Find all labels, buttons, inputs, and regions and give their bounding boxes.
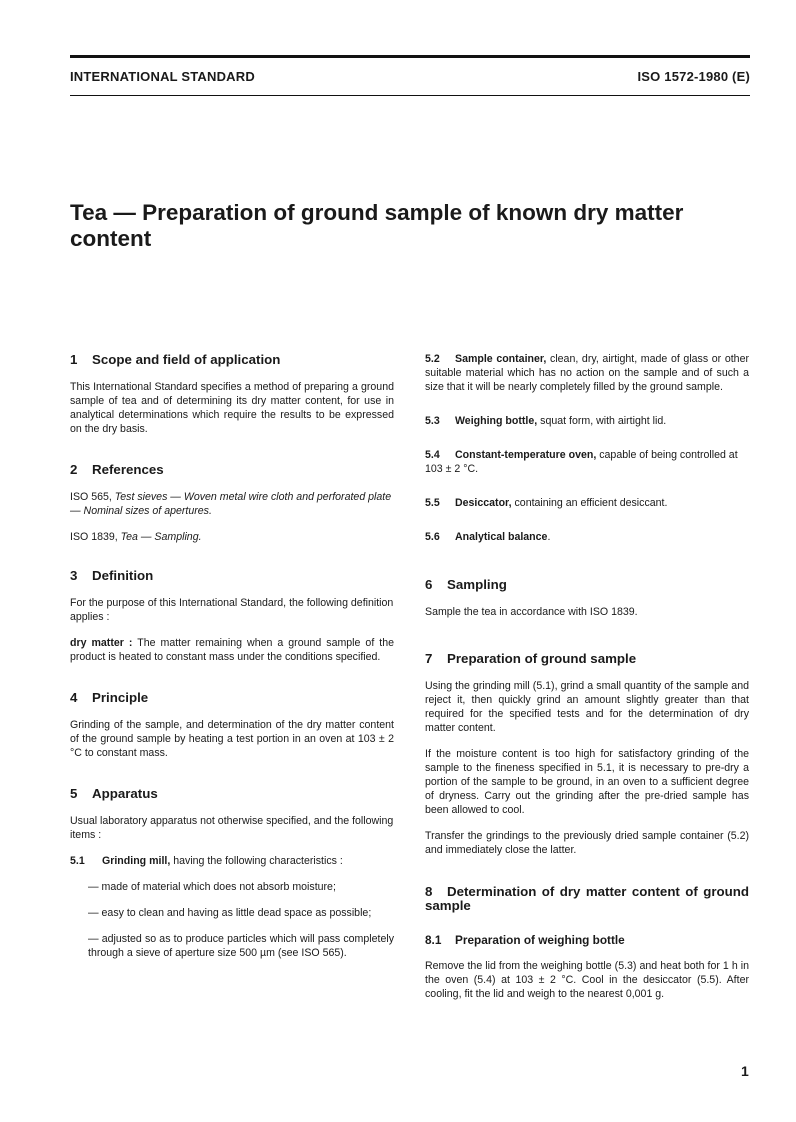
- document-title: Tea — Preparation of ground sample of known dry matter content: [70, 200, 684, 251]
- item-5-3: 5.3 Weighing bottle, squat form, with airtight lid.: [425, 415, 667, 427]
- standard-number-header: ISO 1572-1980 (E): [637, 69, 750, 84]
- section-4-body: Grinding of the sample, and determination of the dry matter content of the ground sample by heating a test portion in an oven at 103 ± 2 °C to constant mass.: [70, 719, 394, 759]
- reference-iso-565: ISO 565, Test sieves — Woven metal wire cloth and perforated plate — Nominal sizes of apertures.: [70, 491, 392, 517]
- section-8-heading: 8 Determination of dry matter content of ground sample: [425, 884, 749, 913]
- reference-iso-1839: ISO 1839, Tea — Sampling.: [70, 531, 202, 543]
- item-5-5: 5.5 Desiccator, containing an efficient desiccant.: [425, 497, 668, 509]
- section-1-heading: 1 Scope and field of application: [70, 352, 281, 367]
- top-rule: [70, 55, 750, 58]
- grinding-mill-requirement: — adjusted so as to produce particles which will pass completely through a sieve of aperture size 500 µm (see ISO 565).: [88, 933, 394, 959]
- section-7-paragraph-2: If the moisture content is too high for satisfactory grinding of the sample to the fineness specified in 5.1, it is necessary to pre-dry a portion of the sample to be ground, in an oven to a sufficient degree of dryness. Carry out the grinding after the pre-dried sample has been allowed to cool.: [425, 748, 749, 816]
- header-rule: [70, 95, 750, 96]
- section-8-1-heading: 8.1 Preparation of weighing bottle: [425, 933, 625, 947]
- left-column: [70, 352, 394, 960]
- document-type-header: INTERNATIONAL STANDARD: [70, 69, 255, 84]
- section-1-body: This International Standard specifies a method of preparing a ground sample of tea and of determining its dry matter content, for use in analytical determinations which require the results to be expressed on the dry basis.: [70, 381, 394, 435]
- section-8-1-body: Remove the lid from the weighing bottle (5.3) and heat both for 1 h in the oven (5.4) at 103 ± 2 °C. Cool in the desiccator (5.5). After cooling, fit the lid and weigh to the nearest 0,001 g.: [425, 960, 749, 1000]
- section-6-heading: 6 Sampling: [425, 577, 507, 592]
- section-2-heading: 2 References: [70, 462, 164, 477]
- section-3-body: For the purpose of this International Standard, the following definition applies :: [70, 597, 394, 623]
- item-5-6: 5.6 Analytical balance.: [425, 531, 551, 543]
- section-5-heading: 5 Apparatus: [70, 786, 158, 801]
- section-6-body: Sample the tea in accordance with ISO 1839.: [425, 606, 638, 618]
- item-5-4: 5.4 Constant-temperature oven, capable of being controlled at 103 ± 2 °C.: [425, 449, 738, 475]
- section-3-heading: 3 Definition: [70, 568, 154, 583]
- section-7-paragraph-3: Transfer the grindings to the previously dried sample container (5.2) and immediately close the latter.: [425, 830, 749, 856]
- section-5-body: Usual laboratory apparatus not otherwise specified, and the following items :: [70, 815, 394, 841]
- item-5-1: 5.1 Grinding mill, having the following characteristics :: [70, 855, 343, 867]
- item-5-2: 5.2 Sample container, clean, dry, airtight, made of glass or other suitable material which has no action on the sample and of such a size that it will be nearly completely filled by the ground sample.: [425, 353, 749, 393]
- right-column: [425, 352, 749, 1001]
- section-4-heading: 4 Principle: [70, 690, 149, 705]
- section-7-heading: 7 Preparation of ground sample: [425, 651, 637, 666]
- page-number: 1: [741, 1063, 749, 1079]
- section-7-paragraph-1: Using the grinding mill (5.1), grind a small quantity of the sample and reject it, then quickly grind an amount slightly greater than that required for the specified tests and for the determination of dry matter content.: [425, 680, 749, 734]
- definition-dry-matter: dry matter : The matter remaining when a ground sample of the product is heated to constant mass under the conditions specified.: [70, 637, 394, 663]
- grinding-mill-requirement: — easy to clean and having as little dead space as possible;: [88, 907, 372, 919]
- grinding-mill-requirement: — made of material which does not absorb moisture;: [88, 881, 336, 893]
